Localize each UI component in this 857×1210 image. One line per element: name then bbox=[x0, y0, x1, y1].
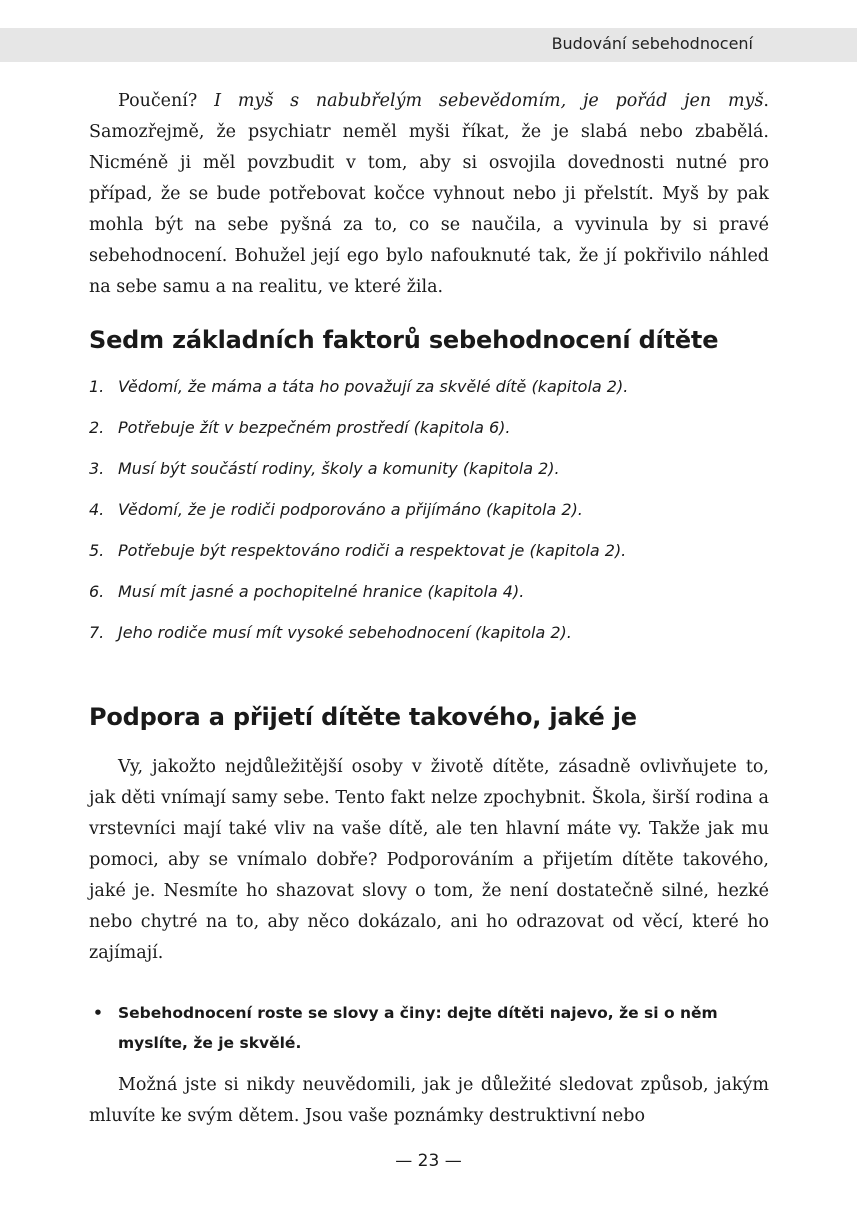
list-item-number: 5. bbox=[89, 541, 105, 560]
factors-list bbox=[89, 374, 769, 661]
list-item-text: Jeho rodiče musí mít vysoké sebehodnocení (kapitola 2). bbox=[118, 623, 572, 642]
list-item bbox=[89, 620, 769, 661]
list-item-text: Musí být součástí rodiny, školy a komunity (kapitola 2). bbox=[118, 459, 560, 478]
section-heading-factors: Sedm základních faktorů sebehodnocení dítěte bbox=[89, 326, 719, 354]
support-paragraph-text: Vy, jakožto nejdůležitější osoby v životě dítěte, zásadně ovlivňujete to, jak děti vnímají samy sebe. Tento fakt nelze zpochybnit. Škola, širší rodina a vrstevníci mají také vliv na vaše dítě, ale ten hlavní máte vy. Takže jak mu pomoci, aby se vnímalo dobře? Podporováním a přijetím dítěte takového, jaké je. Nesmíte ho shazovat slovy o tom, že není dostatečně silné, hezké nebo chytré na to, aby něco dokázalo, ani ho odrazovat od věcí, které ho zajímají. bbox=[89, 757, 769, 963]
support-paragraph bbox=[89, 752, 769, 969]
list-item-number: 2. bbox=[89, 418, 105, 437]
list-item bbox=[89, 497, 769, 538]
bullet-icon: • bbox=[93, 1004, 103, 1022]
list-item-number: 1. bbox=[89, 377, 105, 396]
list-item-text: Vědomí, že je rodiči podporováno a přijímáno (kapitola 2). bbox=[118, 500, 583, 519]
list-item-text: Potřebuje být respektováno rodiči a respektovat je (kapitola 2). bbox=[118, 541, 627, 560]
closing-paragraph bbox=[89, 1070, 769, 1132]
list-item bbox=[89, 538, 769, 579]
list-item-text: Musí mít jasné a pochopitelné hranice (kapitola 4). bbox=[118, 582, 525, 601]
bullet-point bbox=[89, 998, 769, 1058]
list-item-number: 4. bbox=[89, 500, 105, 519]
list-item bbox=[89, 579, 769, 620]
list-item-number: 6. bbox=[89, 582, 105, 601]
running-header bbox=[0, 28, 857, 62]
intro-rest: . Samozřejmě, že psychiatr neměl myši říkat, že je slabá nebo zbabělá. Nicméně ji měl povzbudit v tom, aby si osvojila dovednosti nutné pro případ, že se bude potřebovat kočce vyhnout nebo ji přelstít. Myš by pak mohla být na sebe pyšná za to, co se naučila, a vyvinula by si pravé sebehodnocení. Bohužel její ego bylo nafouknuté tak, že jí pokřivilo náhled na sebe samu a na realitu, ve které žila. bbox=[89, 91, 769, 297]
closing-paragraph-text: Možná jste si nikdy neuvědomili, jak je důležité sledovat způsob, jakým mluvíte ke svým dětem. Jsou vaše poznámky destruktivní nebo bbox=[89, 1075, 769, 1126]
intro-lead: Poučení? bbox=[118, 91, 215, 111]
page-number: — 23 — bbox=[395, 1151, 462, 1171]
running-header-title: Budování sebehodnocení bbox=[551, 34, 753, 53]
bullet-text: Sebehodnocení roste se slovy a činy: dejte dítěti najevo, že si o něm myslíte, že je skvělé. bbox=[118, 1004, 718, 1052]
list-item bbox=[89, 374, 769, 415]
list-item-text: Potřebuje žít v bezpečném prostředí (kapitola 6). bbox=[118, 418, 511, 437]
list-item-text: Vědomí, že máma a táta ho považují za skvělé dítě (kapitola 2). bbox=[118, 377, 629, 396]
list-item-number: 7. bbox=[89, 623, 105, 642]
section-heading-support: Podpora a přijetí dítěte takového, jaké je bbox=[89, 703, 637, 731]
intro-italic: I myš s nabubřelým sebevědomím, je pořád jen myš bbox=[214, 91, 764, 111]
list-item bbox=[89, 456, 769, 497]
intro-paragraph bbox=[89, 86, 769, 303]
list-item bbox=[89, 415, 769, 456]
list-item-number: 3. bbox=[89, 459, 105, 478]
